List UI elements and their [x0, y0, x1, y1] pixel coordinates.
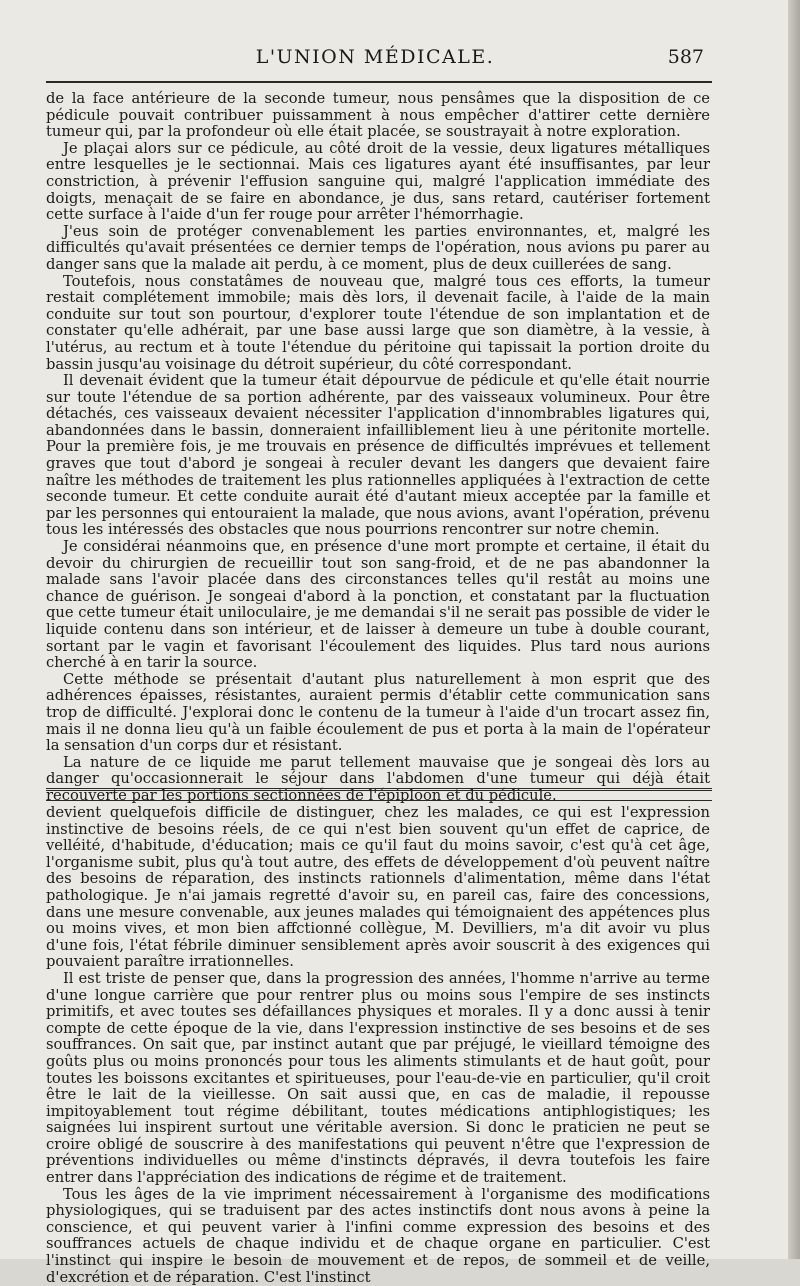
paragraph: Je plaçai alors sur ce pédicule, au côté droit de la vessie, deux ligatures métalliques entre lesquelles je le sectionnai. Mais ces ligatures ayant été insuffisantes, par leur constriction, à prévenir l'effusion sanguine qui, malgré l'application immédiate des doigts, menaçait de se faire en abondance, je dus, sans retard, cautériser fortement cette surface à l'aide d'un fer rouge pour arrêter l'hémorrhagie.: [46, 139, 710, 224]
feuilleton-text: [46, 805, 710, 1286]
page-edge: [788, 0, 800, 1259]
paragraph: La nature de ce liquide me parut tellement mauvaise que je songeai dès lors au danger qu'occasionnerait le séjour dans l'abdomen d'une tumeur qui déjà était recouverte par les portions sectionnées de l'épiploon et du pédicule.: [46, 753, 710, 804]
paragraph: Il devenait évident que la tumeur était dépourvue de pédicule et qu'elle était nourrie sur toute l'étendue de sa portion adhérente, par des vaisseaux volumineux. Pour être détachés, ces vaisseaux devaient nécessiter l'application d'innombrables ligatures qui, abandonnées dans le bassin, donneraient infailliblement lieu à une péritonite mortelle. Pour la première fois, je me trouvais en présence de difficultés imprévues et tellement graves que tout d'abord je songeai à reculer devant les dangers que devaient faire naître les méthodes de traitement les plus rationnelles appliquées à l'extraction de cette seconde tumeur. Et cette conduite aurait été d'autant mieux acceptée par la famille et par les personnes qui entouraient la malade, que nous avions, avant l'opération, prévenu tous les intéressés des obstacles que nous pourrions rencontrer sur notre chemin.: [46, 372, 710, 539]
running-title: L'UNION MÉDICALE.: [255, 46, 495, 68]
paragraph: Tous les âges de la vie impriment nécessairement à l'organisme des modifications physiologiques, qui se traduisent par des actes instinctifs dont nous avons à peine la conscience, et qui peuvent varier à l'infini comme expression des besoins et des souffrances actuels de chaque individu et de chaque organe en particulier. C'est l'instinct qui inspire le besoin de mouvement et de repos, de sommeil et de veille, d'excrétion et de réparation. C'est l'instinct: [46, 1185, 710, 1286]
paragraph: devient quelquefois difficile de distinguer, chez les malades, ce qui est l'expression instinctive de besoins réels, de ce qui n'est bien souvent qu'un effet de caprice, de velléité, d'habitude, d'éducation; mais ce qu'il faut du moins savoir, c'est qu'à cet âge, l'organisme subit, plus qu'à tout autre, des effets de développement d'où peuvent naître des besoins de réparation, des instincts rationnels d'alimentation, même dans l'état pathologique. Je n'ai jamais regretté d'avoir su, en pareil cas, faire des concessions, dans une mesure convenable, aux jeunes malades qui témoignaient des appétences plus ou moins vives, et mon bien affctionné collègue, M. Devilliers, m'a dit avoir vu plus d'une fois, l'état fébrile diminuer sensiblement après avoir souscrit à des exigences qui pouvaient paraître irrationnelles.: [46, 804, 710, 971]
main-article-text: [46, 91, 710, 805]
paragraph: Il est triste de penser que, dans la progression des années, l'homme n'arrive au terme d'une longue carrière que pour rentrer plus ou moins sous l'empire de ses instincts primitifs, et avec toutes ses défaillances physiques et morales. Il y a donc aussi à tenir compte de cette époque de la vie, dans l'expression instinctive de ses besoins et de ses souffrances. On sait que, par instinct autant que par préjugé, le vieillard témoigne des goûts plus ou moins prononcés pour tous les aliments stimulants et de haut goût, pour toutes les boissons excitantes et spiritueuses, pour l'eau-de-vie en particulier, qu'il croit être le lait de la vieillesse. On sait aussi que, en cas de maladie, il repousse impitoyablement tout régime débilitant, toutes médications antiphlogistiques; les saignées lui inspirent surtout une véritable aversion. Si donc le praticien ne peut se croire obligé de souscrire à des manifestations qui peuvent n'être que l'expression de préventions individuelles ou même d'instincts dépravés, il devra toutefois les faire entrer dans l'appréciation des indications de régime et de traitement.: [46, 969, 710, 1187]
page-number: 587: [667, 46, 704, 68]
paragraph: Je considérai néanmoins que, en présence d'une mort prompte et certaine, il était du devoir du chirurgien de recueillir tout son sang-froid, et de ne pas abandonner la malade sans l'avoir placée dans des circonstances telles qu'il restât au moins une chance de guérison. Je songeai d'abord à la ponction, et constatant par la fluctuation que cette tumeur était uniloculaire, je me demandai s'il ne serait pas possible de vider le liquide contenu dans son intérieur, et de laisser à demeure un tube à double courant, sortant par le vagin et favorisant l'écoulement des liquides. Plus tard nous aurions cherché à en tarir la source.: [46, 538, 710, 672]
paragraph: de la face antérieure de la seconde tumeur, nous pensâmes que la disposition de ce pédicule pouvait contribuer puissamment à nous empêcher d'attirer cette dernière tumeur qui, par la profondeur où elle était placée, se soustrayait à notre exploration.: [46, 90, 710, 141]
feuilleton-divider: [46, 788, 712, 801]
paragraph: Toutefois, nous constatâmes de nouveau que, malgré tous ces efforts, la tumeur restait complétement immobile; mais dès lors, il devenait facile, à l'aide de la main conduite sur tout son pourtour, d'explorer toute l'étendue de son implantation et de constater qu'elle adhérait, par une base aussi large que son diamètre, à la vessie, à l'utérus, au rectum et à toute l'étendue du péritoine qui tapissait la portion droite du bassin jusqu'au voisinage du détroit supérieur, du côté correspondant.: [46, 272, 710, 373]
paragraph: J'eus soin de protéger convenablement les parties environnantes, et, malgré les difficultés qu'avait présentées ce dernier temps de l'opération, nous avions pu parer au danger sans que la malade ait perdu, à ce moment, plus de deux cuillerées de sang.: [46, 222, 710, 273]
header-rule: [46, 81, 712, 83]
running-header: [46, 46, 704, 76]
paragraph: Cette méthode se présentait d'autant plus naturellement à mon esprit que des adhérences épaisses, résistantes, auraient permis d'établir cette communication sans trop de difficulté. J'explorai donc le contenu de la tumeur à l'aide d'un trocart assez fin, mais il ne donna lieu qu'à un faible écoulement de pus et porta à la main de l'opérateur la sensation d'un corps dur et résistant.: [46, 670, 710, 755]
